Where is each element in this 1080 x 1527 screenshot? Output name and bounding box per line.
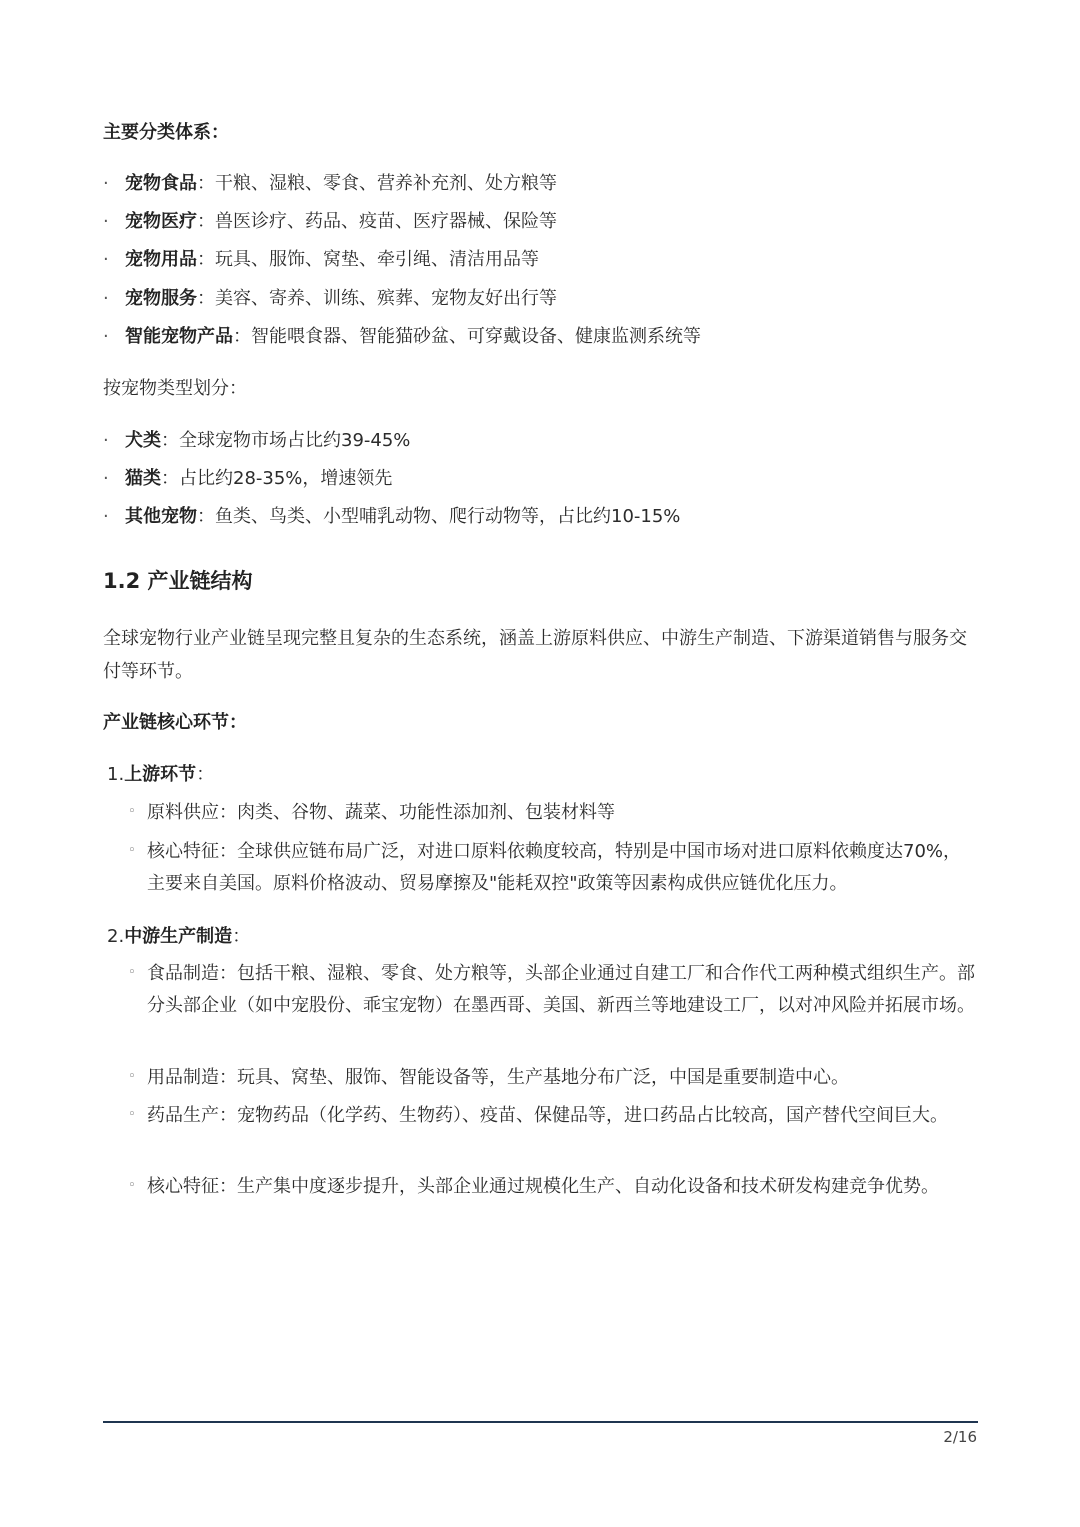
page-number: 2/16 (943, 1428, 977, 1446)
sub-list-item: ◦ 药品生产：宠物药品（化学药、生物药）、疫苗、保健品等，进口药品占比较高，国产替代空间巨大。 (128, 1105, 948, 1126)
category-item: · 宠物医疗：兽医诊疗、药品、疫苗、医疗器械、保险等 (103, 205, 963, 238)
sub-list-item: ◦ 用品制造：玩具、窝垫、服饰、智能设备等，生产基地分布广泛，中国是重要制造中心。 (128, 1067, 849, 1088)
sub-list-item: ◦ 原料供应：肉类、谷物、蔬菜、功能性添加剂、包装材料等 (128, 802, 615, 823)
circle-bullet-icon: ◦ (128, 1178, 136, 1193)
bullet-dot-icon: · (103, 211, 109, 232)
circle-bullet-icon: ◦ (128, 965, 136, 980)
category-item: · 宠物食品：干粮、湿粮、零食、营养补充剂、处方粮等 (103, 167, 963, 200)
category-item: · 宠物服务：美容、寄养、训练、殡葬、宠物友好出行等 (103, 282, 963, 315)
document-page (103, 0, 978, 1527)
pet-type-item: · 其他宠物：鱼类、鸟类、小型哺乳动物、爬行动物等，占比约10-15% (103, 500, 963, 533)
sub-list-item: ◦ 食品制造：包括干粮、湿粮、零食、处方粮等，头部企业通过自建工厂和合作代工两种模式组织生产。部分头部企业（如中宠股份、乖宝宠物）在墨西哥、美国、新西兰等地建设工厂，以对冲风险并拓展市场。 (128, 963, 975, 1016)
pet-type-item: · 犬类：全球宠物市场占比约39-45% (103, 424, 963, 457)
bullet-dot-icon: · (103, 430, 109, 451)
pet-type-heading: 按宠物类型划分： (103, 378, 247, 399)
section-title: 1.2 产业链结构 (103, 569, 253, 593)
circle-bullet-icon: ◦ (128, 843, 136, 858)
pet-type-item: · 猫类：占比约28-35%，增速领先 (103, 462, 963, 495)
circle-bullet-icon: ◦ (128, 1069, 136, 1084)
bullet-dot-icon: · (103, 506, 109, 527)
category-item: · 宠物用品：玩具、服饰、窝垫、牵引绳、清洁用品等 (103, 243, 963, 276)
categories-heading: 主要分类体系： (103, 122, 229, 143)
sub-list-item: ◦ 核心特征：生产集中度逐步提升，头部企业通过规模化生产、自动化设备和技术研发构建竞争优势。 (128, 1176, 939, 1197)
category-item: · 智能宠物产品：智能喂食器、智能猫砂盆、可穿戴设备、健康监测系统等 (103, 320, 963, 353)
bullet-dot-icon: · (103, 468, 109, 489)
bullet-dot-icon: · (103, 288, 109, 309)
bullet-dot-icon: · (103, 249, 109, 270)
sub-list-item: ◦ 核心特征：全球供应链布局广泛，对进口原料依赖度较高，特别是中国市场对进口原料依赖度达70%，主要来自美国。原料价格波动、贸易摩擦及"能耗双控"政策等因素构成供应链优化压力。 (128, 841, 962, 894)
numbered-item-upstream: 1.上游环节： (107, 764, 215, 785)
circle-bullet-icon: ◦ (128, 1107, 136, 1122)
footer-divider (103, 1421, 978, 1423)
numbered-item-midstream: 2.中游生产制造： (107, 926, 251, 947)
chain-intro-paragraph: 全球宠物行业产业链呈现完整且复杂的生态系统，涵盖上游原料供应、中游生产制造、下游渠道销售与服务交付等环节。 (103, 628, 967, 682)
bullet-dot-icon: · (103, 326, 109, 347)
bullet-dot-icon: · (103, 173, 109, 194)
chain-core-heading: 产业链核心环节： (103, 712, 247, 733)
circle-bullet-icon: ◦ (128, 804, 136, 819)
